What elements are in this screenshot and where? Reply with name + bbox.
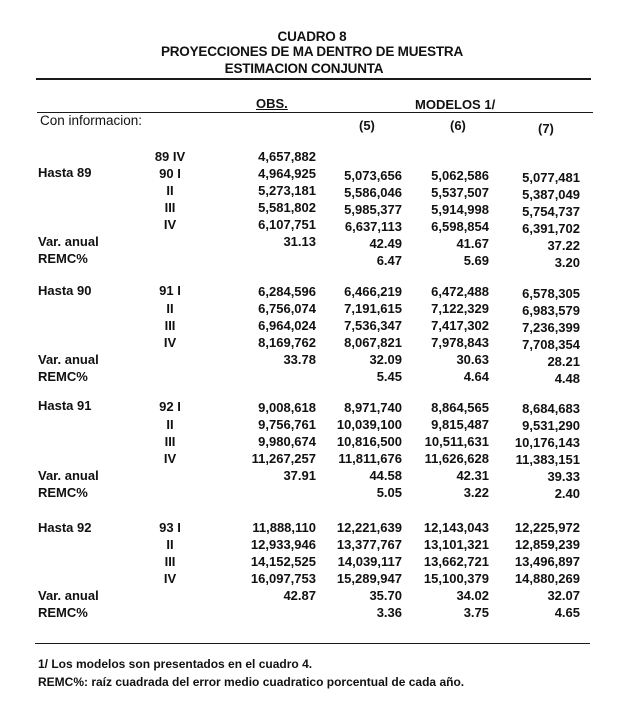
model-5-cell: 7,191,615: [344, 301, 402, 316]
obs-cell: 11,267,257: [251, 451, 316, 466]
var-anual-m7: 39.33: [547, 469, 580, 484]
table-subtitle-2: ESTIMACION CONJUNTA: [224, 61, 384, 76]
obs-cell: 9,008,618: [258, 400, 316, 415]
var-anual-m6: 41.67: [456, 236, 489, 251]
remc-m7: 4.48: [554, 371, 580, 386]
model-5-cell: 12,221,639: [336, 520, 402, 535]
table-title: CUADRO 8: [277, 29, 347, 44]
model-7-cell: 14,880,269: [514, 571, 580, 586]
model-7-cell: 6,391,702: [522, 221, 580, 236]
obs-cell: 14,152,525: [250, 554, 316, 569]
model-7-cell: 9,531,290: [522, 418, 580, 433]
period-cell: II: [166, 301, 174, 316]
var-anual-m6: 30.63: [456, 352, 489, 367]
footer-rule: [35, 643, 590, 644]
model-5-cell: 13,377,767: [336, 537, 402, 552]
model-6-cell: 10,511,631: [424, 434, 489, 449]
var-anual-obs: 37.91: [283, 468, 316, 483]
model-7-cell: 12,225,972: [514, 520, 580, 535]
model-7-cell: 5,077,481: [522, 170, 580, 185]
footnote-models: 1/ Los modelos son presentados en el cuadro 4.: [38, 657, 313, 671]
model-7-cell: 8,684,683: [522, 401, 580, 416]
period-cell: 92 I: [159, 399, 181, 414]
model-5-cell: 6,466,219: [344, 284, 402, 299]
title-rule: [36, 78, 591, 80]
model-6-cell: 6,598,854: [431, 219, 489, 234]
section-label: Hasta 90: [38, 283, 92, 298]
model-5-cell: 5,985,377: [344, 202, 402, 217]
obs-column-header: OBS.: [256, 96, 288, 111]
var-anual-label: Var. anual: [38, 234, 99, 249]
obs-cell: 6,964,024: [258, 318, 316, 333]
obs-cell: 16,097,753: [250, 571, 316, 586]
remc-label: REMC%: [38, 251, 88, 266]
period-cell: III: [164, 434, 176, 449]
remc-m6: 5.69: [463, 253, 489, 268]
remc-m7: 4.65: [554, 605, 580, 620]
var-anual-obs: 42.87: [283, 588, 316, 603]
obs-cell: 5,581,802: [258, 200, 316, 215]
var-anual-obs: 31.13: [283, 234, 316, 249]
model-5-cell: 10,039,100: [336, 417, 402, 432]
model-6-cell: 12,143,043: [423, 520, 489, 535]
var-anual-m7: 28.21: [547, 354, 580, 369]
period-cell: III: [164, 318, 176, 333]
section-label: Hasta 89: [38, 165, 92, 180]
model-5-cell: 15,289,947: [336, 571, 402, 586]
obs-cell: 6,756,074: [258, 301, 316, 316]
model-6-cell: 15,100,379: [423, 571, 489, 586]
obs-cell: 4,657,882: [258, 149, 316, 164]
obs-cell: 9,980,674: [258, 434, 316, 449]
model-7-cell: 6,983,579: [522, 303, 580, 318]
period-cell: II: [166, 537, 174, 552]
model-5-cell: 10,816,500: [336, 434, 402, 449]
var-anual-m5: 35.70: [369, 588, 402, 603]
remc-m7: 2.40: [554, 486, 580, 501]
var-anual-m6: 34.02: [456, 588, 489, 603]
remc-m6: 3.75: [463, 605, 489, 620]
model-5-cell: 7,536,347: [344, 318, 402, 333]
period-cell: 91 I: [159, 283, 181, 298]
model-5-cell: 6,637,113: [344, 219, 402, 234]
var-anual-label: Var. anual: [38, 588, 99, 603]
model-6-cell: 13,101,321: [423, 537, 489, 552]
obs-cell: 9,756,761: [258, 417, 316, 432]
model-7-cell: 6,578,305: [522, 286, 580, 301]
remc-m6: 4.64: [463, 369, 489, 384]
remc-m5: 5.45: [376, 369, 402, 384]
model-6-header: (6): [450, 118, 466, 133]
model-6-cell: 11,626,628: [424, 451, 489, 466]
var-anual-m6: 42.31: [456, 468, 489, 483]
model-6-cell: 7,122,329: [431, 301, 489, 316]
model-6-cell: 5,062,586: [431, 168, 489, 183]
obs-cell: 11,888,110: [252, 520, 316, 535]
model-6-cell: 7,417,302: [431, 318, 489, 333]
obs-cell: 8,169,762: [258, 335, 316, 350]
remc-m5: 6.47: [376, 253, 402, 268]
models-group-header: MODELOS 1/: [415, 97, 496, 112]
period-cell: IV: [163, 335, 177, 350]
period-cell: III: [164, 554, 176, 569]
model-6-cell: 5,914,998: [431, 202, 489, 217]
model-7-cell: 13,496,897: [514, 554, 580, 569]
model-7-cell: 7,236,399: [522, 320, 580, 335]
model-7-cell: 5,754,737: [522, 204, 580, 219]
model-6-cell: 9,815,487: [431, 417, 489, 432]
model-5-cell: 11,811,676: [338, 451, 402, 466]
period-cell: 93 I: [159, 520, 181, 535]
table-subtitle: PROYECCIONES DE MA DENTRO DE MUESTRA: [160, 44, 464, 59]
var-anual-label: Var. anual: [38, 468, 99, 483]
remc-m5: 5.05: [376, 485, 402, 500]
model-6-cell: 13,662,721: [423, 554, 489, 569]
model-6-cell: 8,864,565: [431, 400, 489, 415]
period-cell: IV: [163, 451, 177, 466]
period-cell: 90 I: [159, 166, 181, 181]
period-cell: II: [166, 417, 174, 432]
var-anual-m5: 32.09: [369, 352, 402, 367]
model-7-cell: 7,708,354: [522, 337, 580, 352]
model-6-cell: 7,978,843: [431, 335, 489, 350]
section-label: Hasta 92: [38, 520, 92, 535]
obs-cell: 6,284,596: [258, 284, 316, 299]
var-anual-m5: 44.58: [369, 468, 402, 483]
model-5-cell: 5,586,046: [344, 185, 402, 200]
var-anual-label: Var. anual: [38, 352, 99, 367]
period-cell: 89 IV: [154, 149, 186, 164]
model-7-header: (7): [538, 121, 554, 136]
remc-label: REMC%: [38, 485, 88, 500]
obs-cell: 6,107,751: [258, 217, 316, 232]
model-5-cell: 14,039,117: [337, 554, 402, 569]
obs-cell: 12,933,946: [250, 537, 316, 552]
period-cell: III: [164, 200, 176, 215]
model-7-cell: 10,176,143: [514, 435, 580, 450]
obs-cell: 5,273,181: [258, 183, 316, 198]
model-7-cell: 12,859,239: [514, 537, 580, 552]
section-label: Hasta 91: [38, 398, 92, 413]
model-5-header: (5): [359, 118, 375, 133]
remc-label: REMC%: [38, 369, 88, 384]
var-anual-obs: 33.78: [283, 352, 316, 367]
period-cell: IV: [163, 571, 177, 586]
model-5-cell: 5,073,656: [344, 168, 402, 183]
model-5-cell: 8,971,740: [344, 400, 402, 415]
var-anual-m7: 37.22: [547, 238, 580, 253]
remc-m6: 3.22: [463, 485, 489, 500]
period-cell: II: [166, 183, 174, 198]
period-cell: IV: [163, 217, 177, 232]
obs-cell: 4,964,925: [258, 166, 316, 181]
model-6-cell: 6,472,488: [431, 284, 489, 299]
footnote-remc: REMC%: raíz cuadrada del error medio cuadratico porcentual de cada año.: [38, 675, 465, 689]
var-anual-m5: 42.49: [369, 236, 402, 251]
model-5-cell: 8,067,821: [344, 335, 402, 350]
row-label-header: Con informacion:: [40, 113, 143, 128]
remc-m7: 3.20: [554, 255, 580, 270]
model-7-cell: 11,383,151: [515, 452, 580, 467]
model-7-cell: 5,387,049: [522, 187, 580, 202]
model-6-cell: 5,537,507: [431, 185, 489, 200]
var-anual-m7: 32.07: [547, 588, 580, 603]
remc-label: REMC%: [38, 605, 88, 620]
remc-m5: 3.36: [376, 605, 402, 620]
